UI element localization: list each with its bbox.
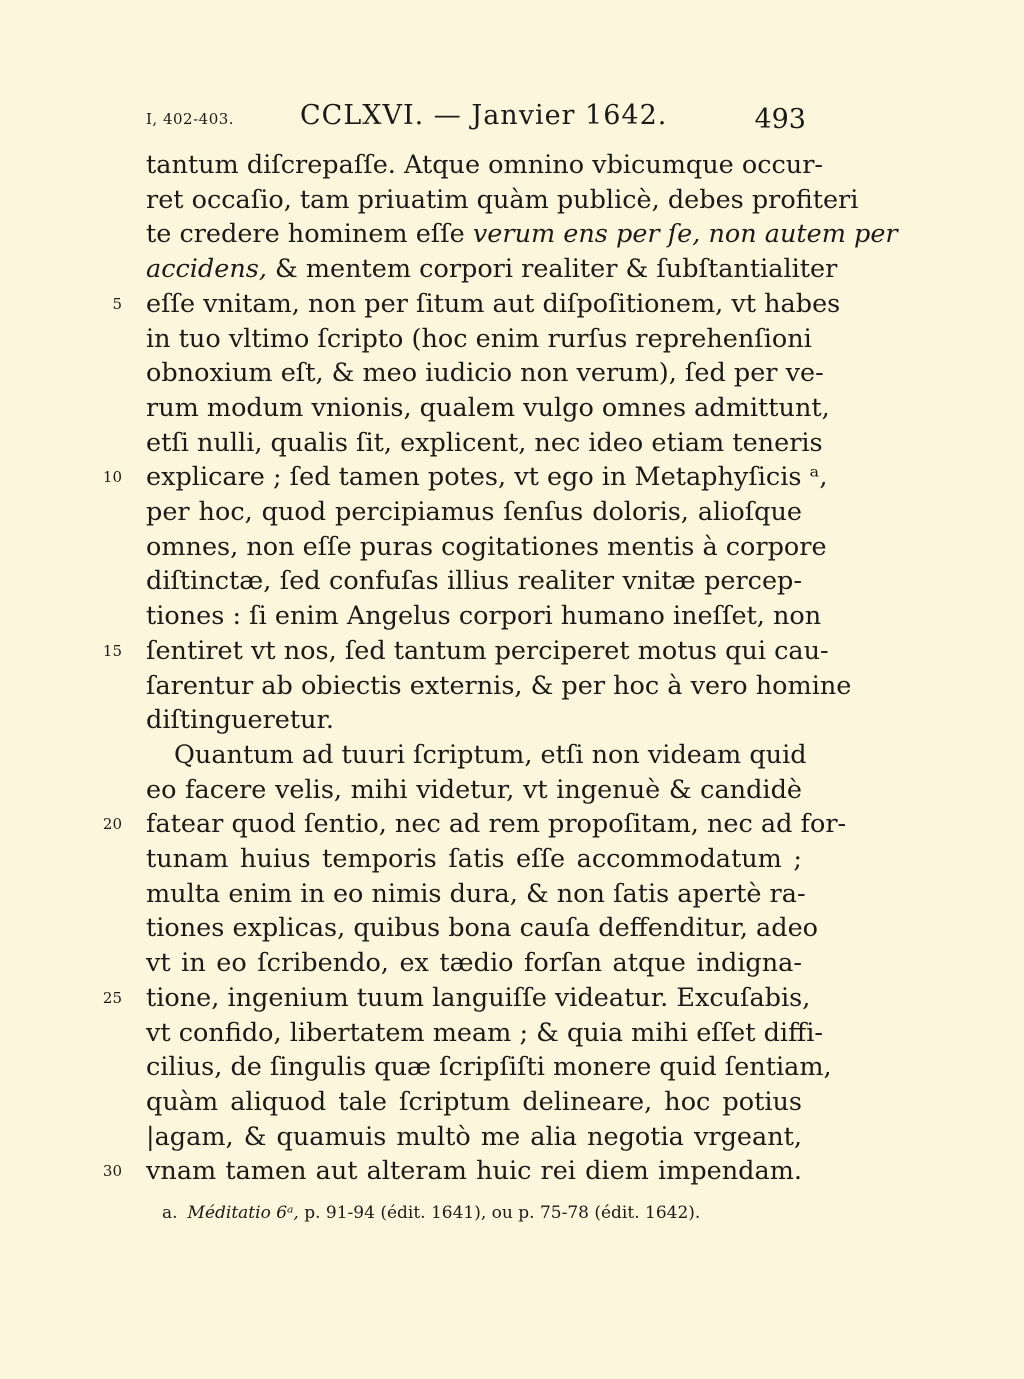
footnote-text: p. 91-94 (édit. 1641), ou p. 75-78 (édit. 1642). [298, 1203, 701, 1223]
line-segment: & mentem corpori realiter & ſubſtantialiter [266, 254, 838, 285]
footnote-mark: a. [162, 1203, 178, 1223]
text-line [146, 252, 838, 287]
text-line: cilius, de ſingulis quæ ſcripſiſti monere quid ſentiam, [146, 1052, 832, 1083]
text-line: diſtinctæ, ſed confuſas illius realiter vnitæ percep- [146, 566, 802, 597]
text-line: ret occaſio, tam priuatim quàm publicè, debes profiteri [146, 184, 859, 215]
footnote-source: Méditatio 6ᵃ, [187, 1203, 299, 1223]
line-segment: te credere hominem eſſe [146, 219, 473, 250]
page-number: 493 [754, 104, 806, 135]
text-line: tunam huius temporis ſatis eſſe accommodatum ; [146, 844, 802, 874]
text-line: obnoxium eſt, & meo iudicio non verum), ſed per ve- [146, 358, 824, 389]
text-line: fatear quod ſentio, nec ad rem propoſitam, nec ad for- [146, 809, 847, 840]
text-line: eo facere velis, mihi videtur, vt ingenuè & candidè [146, 774, 802, 805]
text-line: eſſe vnitam, non per ſitum aut diſpoſitionem, vt habes [146, 288, 841, 319]
text-line: explicare ; ſed tamen potes, vt ego in Metaphyſicis ᵃ, [146, 462, 828, 493]
text-line: in tuo vltimo ſcripto (hoc enim rurſus reprehenſioni [146, 323, 812, 354]
text-line: vnam tamen aut alteram huic rei diem impendam. [146, 1156, 802, 1187]
text-line: tiones explicas, quibus bona cauſa deffenditur, adeo [146, 913, 819, 944]
text-line: diſtingueretur. [146, 705, 335, 736]
italic-phrase: accidens, [146, 254, 267, 285]
text-line: tione, ingenium tuum languiſſe videatur. Excuſabis, [146, 982, 811, 1013]
text-line: vt in eo ſcribendo, ex tædio forſan atque indigna- [146, 948, 802, 979]
text-line: ſarentur ab obiectis externis, & per hoc à vero homine [146, 670, 852, 701]
text-line: ſentiret vt nos, ſed tantum perciperet motus qui cau- [146, 635, 829, 666]
line-number: 25 [102, 988, 122, 1007]
line-number: 15 [102, 641, 122, 660]
text-line: |agam, & quamuis multò me alia negotia vrgeant, [146, 1121, 802, 1152]
text-line: rum modum vnionis, qualem vulgo omnes admittunt, [146, 392, 830, 423]
italic-phrase: verum ens per ſe, non autem per [472, 219, 898, 250]
text-line: omnes, non eſſe puras cogitationes mentis à corpore [146, 531, 827, 562]
text-line [146, 217, 898, 252]
line-number: 10 [102, 468, 122, 487]
text-line: multa enim in eo nimis dura, & non ſatis apertè ra- [146, 878, 806, 909]
text-line: per hoc, quod percipiamus ſenſus doloris, alioſque [146, 497, 802, 527]
running-title: CCLXVI. — Janvier 1642. [300, 100, 668, 131]
text-line: Quantum ad tuuri ſcriptum, etſi non videam quid [174, 739, 807, 770]
text-line: etſi nulli, qualis ſit, explicent, nec ideo etiam teneris [146, 427, 823, 458]
text-line: quàm aliquod tale ſcriptum delineare, hoc potius [146, 1086, 802, 1117]
page-header [146, 100, 806, 140]
footnote [162, 1199, 802, 1227]
line-number: 20 [102, 815, 122, 834]
line-number: 30 [102, 1162, 122, 1181]
line-number: 5 [112, 294, 122, 313]
text-line: tantum diſcrepaſſe. Atque omnino vbicumque occur- [146, 150, 824, 180]
source-reference: I, 402-403. [146, 110, 235, 128]
text-line: vt confido, libertatem meam ; & quia mihi eſſet diffi- [146, 1017, 823, 1048]
text-line: tiones : ſi enim Angelus corpori humano ineſſet, non [146, 601, 822, 632]
